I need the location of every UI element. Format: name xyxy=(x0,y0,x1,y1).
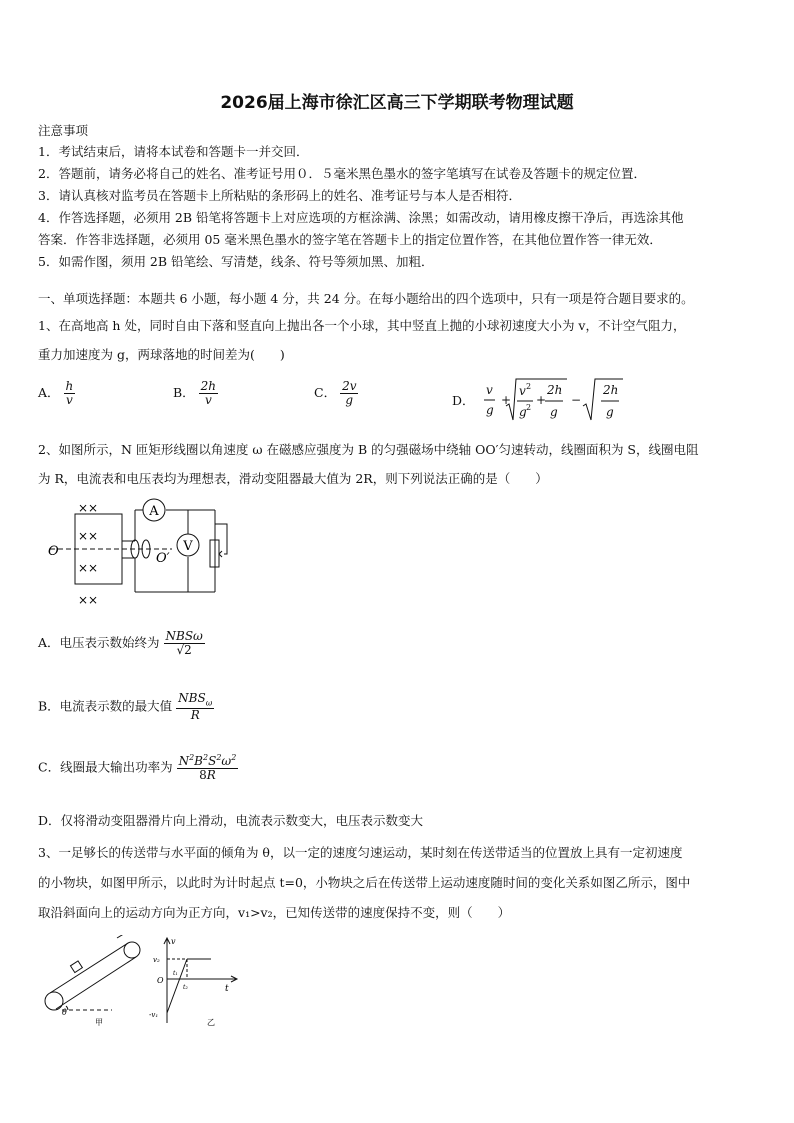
svg-text:乙: 乙 xyxy=(207,1018,215,1027)
svg-text:2: 2 xyxy=(525,382,531,391)
q2-option-c-formula: $\frac{N^2B^2S^2\omega^2}{8R}$ xyxy=(178,753,237,783)
svg-text:××: ×× xyxy=(78,529,99,543)
q2-circuit-diagram xyxy=(40,496,240,612)
voltmeter xyxy=(177,534,199,556)
question-2-stem: 为 R，电流表和电压表均为理想表，滑动变阻器最大值为 2R，则下列说法正确的是（ ） xyxy=(38,471,548,486)
svg-text:g: g xyxy=(518,405,527,419)
q2-option-b[interactable]: B．电流表示数的最大值 $\frac{NBS_\omega}{R}$ xyxy=(38,691,213,723)
svg-text:θ: θ xyxy=(62,1008,67,1017)
notice-item: 2．答题前，请务必将自己的姓名、准考证号用０．５毫米黑色墨水的签字笔填写在试卷及答题卡的规定位置． xyxy=(38,166,646,181)
question-2-stem: 2、如图所示，N 匝矩形线圈以角速度 ω 在磁感应强度为 B 的匀强磁场中绕轴 OO′匀速转动，线圈面积为 S，线圈电阻 xyxy=(38,442,699,457)
axis-label-o-prime: O′ xyxy=(156,551,170,566)
q1-option-c-formula: $\frac{2v}{g}$ xyxy=(342,379,357,408)
q1-option-d[interactable] xyxy=(452,376,649,424)
svg-text:g: g xyxy=(549,405,558,419)
svg-text:-v₁: -v₁ xyxy=(149,1011,159,1019)
option-label: D． xyxy=(452,393,475,408)
svg-text:−: − xyxy=(570,393,581,407)
q1-option-d-formula xyxy=(479,376,649,424)
svg-text:t₂: t₂ xyxy=(183,984,188,991)
q1-option-c[interactable] xyxy=(314,380,358,407)
q2-option-a[interactable]: A．电压表示数始终为 $\frac{\text{NBSω}}{√2}$ xyxy=(38,629,203,658)
question-3-stem: 取沿斜面向上的运动方向为正方向，v₁>v₂，已知传送带的速度保持不变，则（ ） xyxy=(38,905,511,920)
svg-text:××: ×× xyxy=(78,561,99,575)
question-1-stem: 重力加速度为 g，两球落地的时间差为( ) xyxy=(38,347,285,362)
q2-option-d[interactable]: D．仅将滑动变阻器滑片向上滑动，电流表示数变大，电压表示数变大 xyxy=(38,813,424,828)
notice-item: 4．作答选择题，必须用 2B 铅笔将答题卡上对应选项的方框涂满、涂黑；如需改动，请用橡皮擦干净后，再选涂其他 xyxy=(38,210,684,225)
question-3-stem: 3、一足够长的传送带与水平面的倾角为 θ，以一定的速度匀速运动，某时刻在传送带适当的位置放上具有一定初速度 xyxy=(38,845,683,860)
svg-text:A: A xyxy=(149,504,159,519)
svg-text:+: + xyxy=(535,393,546,407)
svg-text:v: v xyxy=(171,937,176,946)
svg-text:t: t xyxy=(225,984,229,994)
q1-option-a-formula: $\frac{h}{v}$ xyxy=(65,379,74,408)
option-label: C． xyxy=(314,385,337,401)
question-3-stem: 的小物块，如图甲所示，以此时为计时起点 t=0，小物块之后在传送带上运动速度随时间的变化关系如图乙所示，图中 xyxy=(38,875,691,890)
svg-text:v: v xyxy=(485,383,493,397)
q1-option-a[interactable] xyxy=(38,380,75,407)
option-label: B． xyxy=(173,385,195,401)
svg-text:O: O xyxy=(157,976,164,985)
notice-item: 5．如需作图，须用 2B 铅笔绘、写清楚，线条、符号等须加黑、加粗． xyxy=(38,254,434,269)
svg-text:2h: 2h xyxy=(546,383,562,397)
q2-option-b-formula: $\frac{NBS_\omega}{R}$ xyxy=(178,691,213,723)
svg-text:g: g xyxy=(485,403,494,417)
option-label: A． xyxy=(38,385,60,401)
svg-text:t₁: t₁ xyxy=(173,970,178,977)
notice-heading: 注意事项 xyxy=(38,123,89,138)
page-title: 2026届上海市徐汇区高三下学期联考物理试题 xyxy=(220,93,574,113)
svg-text:v: v xyxy=(518,384,526,398)
svg-text:甲: 甲 xyxy=(95,1018,103,1027)
axis-label-o: O xyxy=(48,544,59,559)
q3-figure-jia xyxy=(40,935,150,1027)
notice-item: 答案．作答非选择题，必须用 05 毫米黑色墨水的签字笔在答题卡上的指定位置作答，在其他位置作答一律无效． xyxy=(38,232,662,247)
question-1-stem: 1、在高地高 h 处，同时自由下落和竖直向上抛出各一个小球，其中竖直上抛的小球初速度大小为 v，不计空气阻力， xyxy=(38,318,686,333)
q2-option-c[interactable]: C．线圈最大输出功率为 $\frac{N^2B^2S^2\omega^2}{8R}$ xyxy=(38,753,237,783)
q1-option-b[interactable] xyxy=(173,380,218,407)
ammeter xyxy=(143,499,165,521)
svg-text:g: g xyxy=(605,405,614,419)
svg-text:+: + xyxy=(500,393,511,407)
svg-text:V: V xyxy=(183,539,193,554)
notice-item: 1．考试结束后，请将本试卷和答题卡一并交回． xyxy=(38,144,309,159)
svg-text:××: ×× xyxy=(78,501,99,515)
q1-option-b-formula: $\frac{2h}{v}$ xyxy=(200,379,217,408)
svg-text:××: ×× xyxy=(78,593,99,607)
q3-vt-graph xyxy=(145,935,245,1027)
svg-text:2h: 2h xyxy=(602,383,618,397)
q2-option-a-formula: $\frac{\text{NBSω}}{√2}$ xyxy=(165,629,203,658)
svg-text:2: 2 xyxy=(525,403,531,412)
section-heading: 一、单项选择题：本题共 6 小题，每小题 4 分，共 24 分。在每小题给出的四个选项中，只有一项是符合题目要求的。 xyxy=(38,291,694,306)
svg-text:v₂: v₂ xyxy=(153,956,160,964)
notice-item: 3．请认真核对监考员在答题卡上所粘贴的条形码上的姓名、准考证号与本人是否相符． xyxy=(38,188,521,203)
